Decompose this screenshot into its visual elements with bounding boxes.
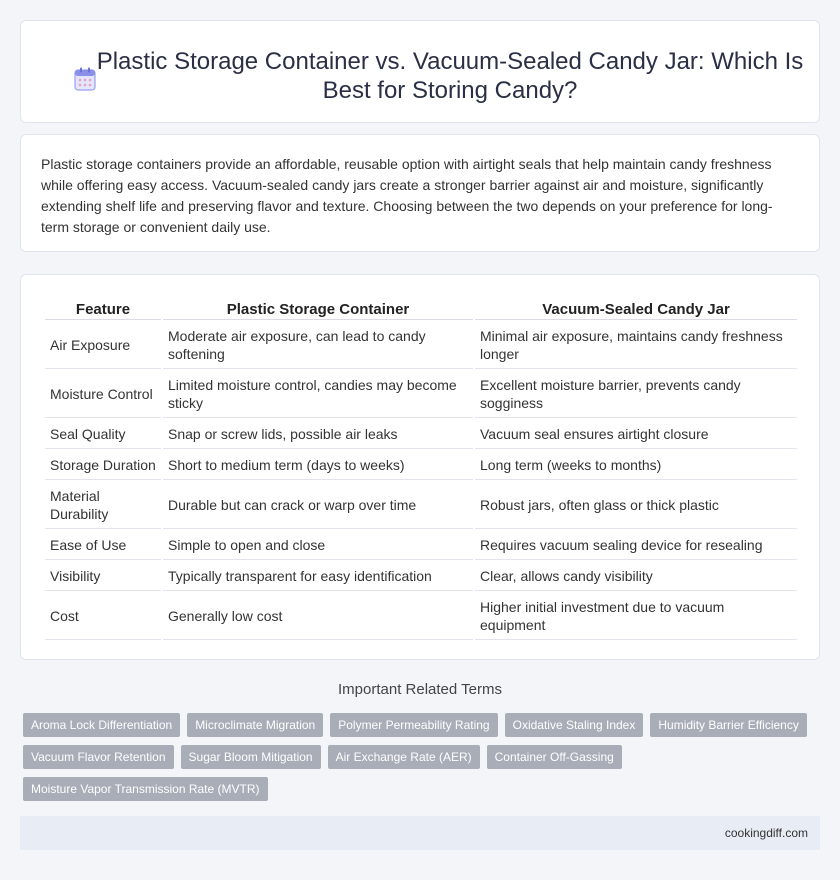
footer [20, 816, 820, 850]
header-vacuum: Vacuum-Sealed Candy Jar [475, 298, 797, 320]
footer-site-link[interactable]: cookingdiff.com [724, 826, 808, 840]
page-title: Plastic Storage Container vs. Vacuum-Sealed Candy Jar: Which Is Best for Storing Candy? [96, 48, 804, 104]
related-terms-title: Important Related Terms [338, 681, 502, 698]
related-term-tag[interactable]: Container Off-Gassing [487, 745, 622, 769]
plastic-cell: Simple to open and close [163, 531, 473, 560]
related-terms-list [23, 713, 823, 809]
plastic-cell: Durable but can crack or warp over time [163, 482, 473, 529]
plastic-cell: Snap or screw lids, possible air leaks [163, 420, 473, 449]
related-term-tag[interactable]: Vacuum Flavor Retention [23, 745, 174, 769]
table-header-row [45, 298, 797, 320]
plastic-cell: Limited moisture control, candies may become sticky [163, 371, 473, 418]
table-row [45, 562, 797, 591]
header-plastic: Plastic Storage Container [163, 298, 473, 320]
table-row [45, 593, 797, 640]
related-term-tag[interactable]: Moisture Vapor Transmission Rate (MVTR) [23, 777, 268, 801]
feature-cell: Moisture Control [45, 371, 161, 418]
related-term-tag[interactable]: Polymer Permeability Rating [330, 713, 497, 737]
vacuum-cell: Requires vacuum sealing device for resealing [475, 531, 797, 560]
comparison-table [43, 296, 799, 642]
title-card [20, 20, 820, 123]
table-row [45, 482, 797, 529]
vacuum-cell: Clear, allows candy visibility [475, 562, 797, 591]
vacuum-cell: Minimal air exposure, maintains candy freshness longer [475, 322, 797, 369]
vacuum-cell: Vacuum seal ensures airtight closure [475, 420, 797, 449]
related-term-tag[interactable]: Humidity Barrier Efficiency [650, 713, 806, 737]
related-term-tag[interactable]: Oxidative Staling Index [505, 713, 644, 737]
feature-cell: Storage Duration [45, 451, 161, 480]
related-term-tag[interactable]: Microclimate Migration [187, 713, 323, 737]
feature-cell: Visibility [45, 562, 161, 591]
table-row [45, 420, 797, 449]
related-term-tag[interactable]: Air Exchange Rate (AER) [328, 745, 480, 769]
header-feature: Feature [45, 298, 161, 320]
feature-cell: Air Exposure [45, 322, 161, 369]
table-row [45, 322, 797, 369]
plastic-cell: Generally low cost [163, 593, 473, 640]
table-row [45, 531, 797, 560]
vacuum-cell: Higher initial investment due to vacuum equipment [475, 593, 797, 640]
plastic-cell: Short to medium term (days to weeks) [163, 451, 473, 480]
related-term-tag[interactable]: Aroma Lock Differentiation [23, 713, 180, 737]
feature-cell: Cost [45, 593, 161, 640]
intro-card [20, 134, 820, 252]
plastic-cell: Typically transparent for easy identification [163, 562, 473, 591]
comparison-card [20, 274, 820, 660]
intro-paragraph: Plastic storage containers provide an affordable, reusable option with airtight seals that help maintain candy freshness while offering easy access. Vacuum-sealed candy jars create a stronger barrier against air and moisture, significantly extending shelf life and preserving flavor and texture. Choosing between the two depends on your preference for long-term storage or convenient daily use. [41, 156, 773, 235]
table-row [45, 451, 797, 480]
related-term-tag[interactable]: Sugar Bloom Mitigation [181, 745, 321, 769]
table-row [45, 371, 797, 418]
vacuum-cell: Robust jars, often glass or thick plastic [475, 482, 797, 529]
feature-cell: Ease of Use [45, 531, 161, 560]
vacuum-cell: Excellent moisture barrier, prevents candy sogginess [475, 371, 797, 418]
feature-cell: Seal Quality [45, 420, 161, 449]
feature-cell: Material Durability [45, 482, 161, 529]
plastic-cell: Moderate air exposure, can lead to candy softening [163, 322, 473, 369]
vacuum-cell: Long term (weeks to months) [475, 451, 797, 480]
